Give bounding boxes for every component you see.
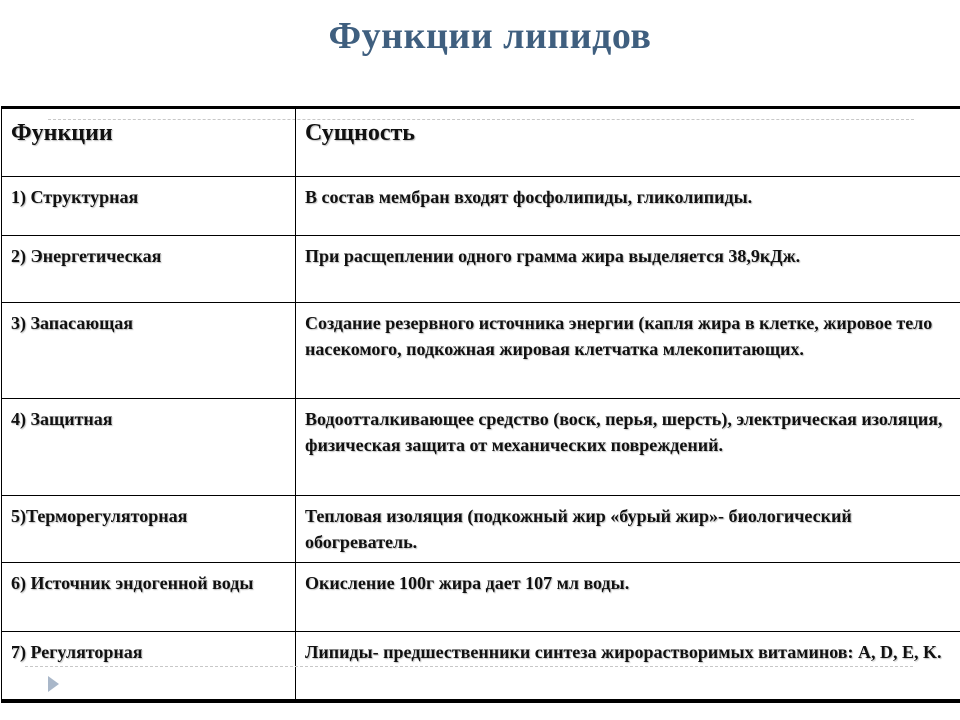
table-header-row <box>2 108 960 177</box>
essence-cell: Водоотталкивающее средство (воск, перья, шерсть), электрическая изоляция, физическая защита от механических повреждений. <box>296 399 960 496</box>
function-cell: 5)Терморегуляторная <box>2 496 296 563</box>
header-essence: Сущность <box>296 108 960 177</box>
table-row <box>2 496 960 563</box>
function-cell: 3) Запасающая <box>2 303 296 399</box>
essence-cell: При расщеплении одного грамма жира выделяется 38,9кДж. <box>296 236 960 303</box>
play-triangle-icon[interactable] <box>48 676 59 692</box>
function-cell: 6) Источник эндогенной воды <box>2 563 296 632</box>
essence-cell: Липиды- предшественники синтеза жирорастворимых витаминов: A, D, E, K. <box>296 632 960 702</box>
table-row <box>2 563 960 632</box>
placeholder-guide-bottom <box>25 666 913 667</box>
essence-cell: В состав мембран входят фосфолипиды, гликолипиды. <box>296 177 960 236</box>
essence-cell: Тепловая изоляция (подкожный жир «бурый жир»- биологический обогреватель. <box>296 496 960 563</box>
table-row <box>2 303 960 399</box>
essence-cell: Создание резервного источника энергии (капля жира в клетке, жировое тело насекомого, подкожная жировая клетчатка млекопитающих. <box>296 303 960 399</box>
function-cell: 1) Структурная <box>2 177 296 236</box>
table-row <box>2 236 960 303</box>
lipid-functions-table-container <box>1 106 959 703</box>
essence-cell: Окисление 100г жира дает 107 мл воды. <box>296 563 960 632</box>
table-row <box>2 177 960 236</box>
function-cell: 4) Защитная <box>2 399 296 496</box>
function-cell: 2) Энергетическая <box>2 236 296 303</box>
function-cell: 7) Регуляторная <box>2 632 296 702</box>
lipid-functions-table <box>1 106 960 703</box>
table-row <box>2 399 960 496</box>
slide-title: Функции липидов <box>328 15 652 57</box>
header-functions: Функции <box>2 108 296 177</box>
